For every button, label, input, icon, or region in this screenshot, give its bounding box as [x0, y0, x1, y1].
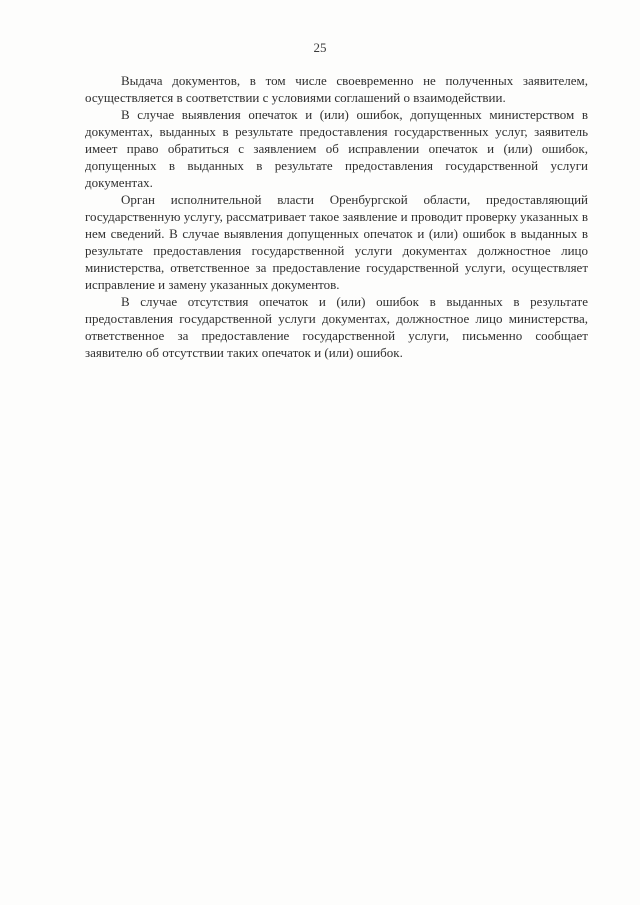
- paragraph-document-issuance: Выдача документов, в том числе своевременно не полученных заявителем, осуществляется в соответствии с условиями соглашений о взаимодействии.: [85, 73, 588, 105]
- paragraph-authority-review: Орган исполнительной власти Оренбургской области, предоставляющий государственную услугу, рассматривает такое заявление и проводит проверку указанных в нем сведений. В случае выявления допущенных опечаток и (или) ошибок в выданных в результате предоставления государственной услуги документах должностное лицо министерства, ответственное за предоставление государственной услуги, осуществляет исправление и замену указанных документов.: [85, 192, 588, 292]
- paragraph-no-errors-notice: В случае отсутствия опечаток и (или) ошибок в выданных в результате предоставления государственной услуги документах, должностное лицо министерства, ответственное за предоставление государственной услуги, письменно сообщает заявителю об отсутствии таких опечаток и (или) ошибок.: [85, 294, 588, 360]
- paragraph-error-correction-right: В случае выявления опечаток и (или) ошибок, допущенных министерством в документах, выданных в результате предоставления государственных услуг, заявитель имеет право обратиться с заявлением об исправлении опечаток и (или) ошибок, допущенных в выданных в результате предоставления государственной услуги документах.: [85, 107, 588, 190]
- page-number: 25: [313, 40, 327, 55]
- document-body: [85, 72, 588, 361]
